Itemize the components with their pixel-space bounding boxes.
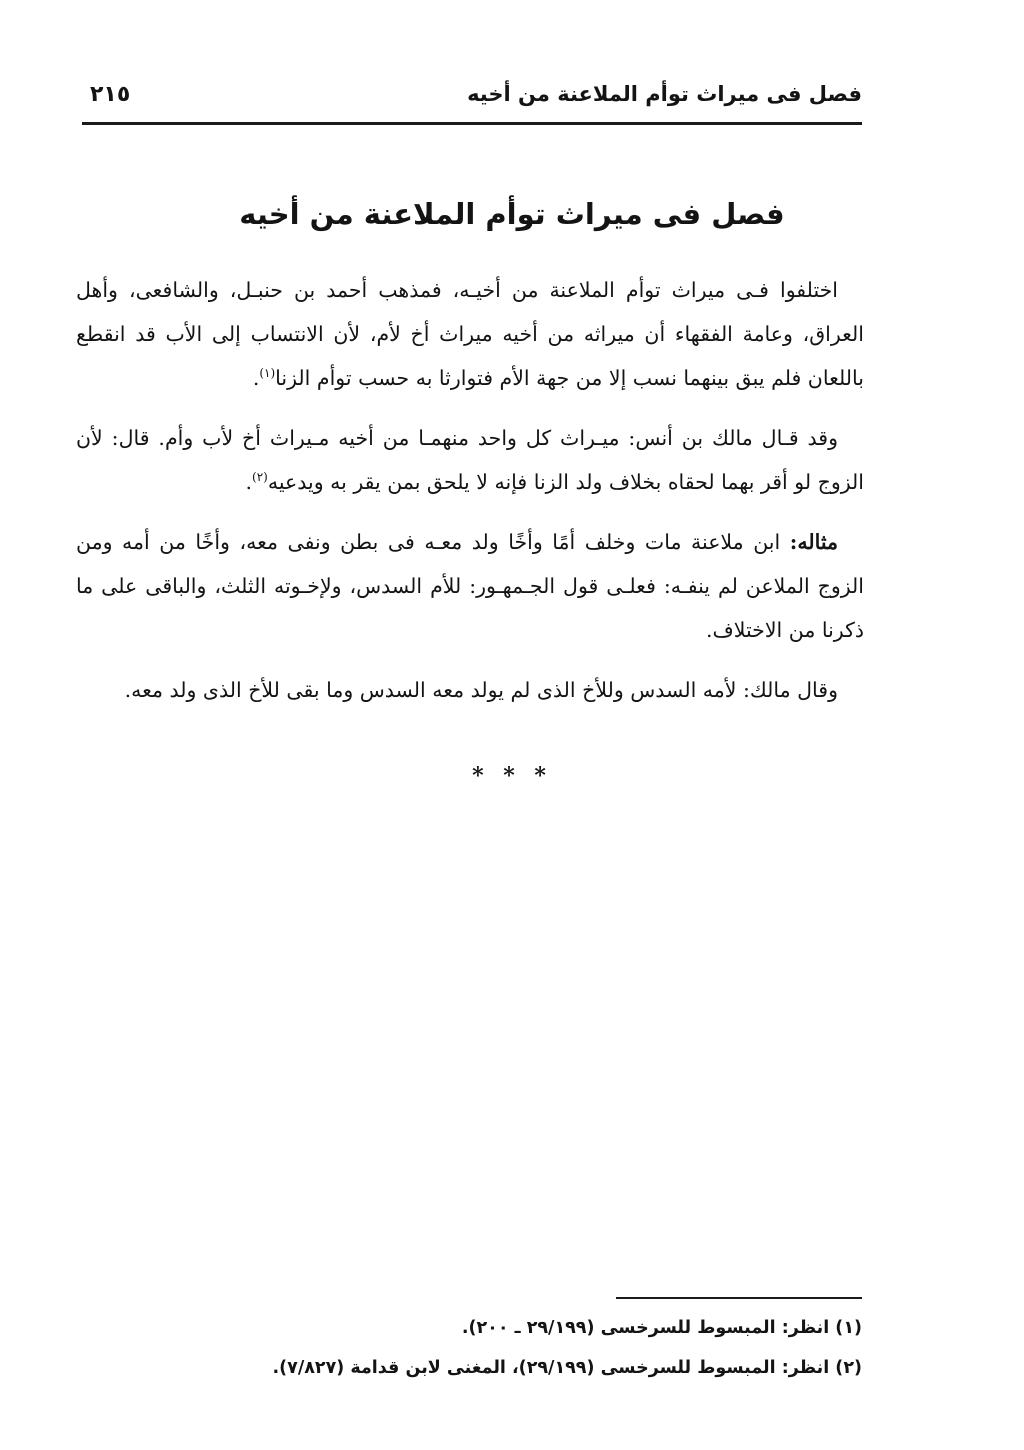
running-title: فصل فى ميراث توأم الملاعنة من أخيه bbox=[467, 82, 862, 106]
paragraph-4 bbox=[76, 668, 864, 712]
footnote-2: (٢) انظر: المبسوط للسرخسى (٢٩/١٩٩)، المغنى لابن قدامة (٧/٨٢٧). bbox=[272, 1358, 862, 1378]
page-number: ٢١٥ bbox=[90, 82, 131, 107]
paragraph-text: وقد قـال مالك بن أنس: ميـراث كل واحد منهمـا من أخيه مـيراث أخ لأب وأم. قال: لأن الزوج لو أقر بهما لحقاه بخلاف ولد الزنا فإنه لا يلحق بمن يقر به ويدعيه bbox=[76, 426, 864, 494]
running-header bbox=[82, 82, 862, 125]
footnote-reference-1[interactable]: (١) bbox=[259, 366, 276, 381]
paragraph-end: . bbox=[245, 470, 253, 494]
paragraph-text: ابن ملاعنة مات وخلف أمًا وأخًا ولد معـه فى بطن ونفى معه، وأخًا من أمه ومن الزوج الملاعن لم ينفـه: فعلـى قول الجـمهـور: للأم السدس، ولإخـوته الثلث، والباقى على ما ذكرنا من الاختلاف. bbox=[76, 530, 864, 642]
body-text bbox=[76, 268, 864, 728]
paragraph-1 bbox=[76, 268, 864, 400]
footnotes bbox=[100, 1308, 862, 1388]
paragraph-text: وقال مالك: لأمه السدس وللأخ الذى لم يولد معه السدس وما بقى للأخ الذى ولد معه. bbox=[124, 678, 838, 702]
paragraph-text: اختلفوا فـى ميراث توأم الملاعنة من أخيـه، فمذهب أحمد بن حنبـل، والشافعى، وأهل العراق، وعامة الفقهاء أن ميراثه من أخيه ميراث أخ لأم، لأن الانتساب إلى الأب قد انقطع باللعان فلم يبق بينهما نسب إلا من جهة الأم فتوارثا به حسب توأم الزنا bbox=[76, 278, 864, 390]
paragraph-lead: مثاله: bbox=[789, 530, 838, 554]
section-separator: * * * bbox=[472, 763, 552, 789]
paragraph-end: . bbox=[252, 366, 260, 390]
footnote-divider bbox=[616, 1297, 862, 1299]
footnote-1: (١) انظر: المبسوط للسرخسى (٢٩/١٩٩ ـ ٢٠٠). bbox=[461, 1318, 862, 1338]
footnote-reference-2[interactable]: (٢) bbox=[252, 470, 268, 485]
chapter-title: فصل فى ميراث توأم الملاعنة من أخيه bbox=[239, 197, 785, 232]
paragraph-3 bbox=[76, 520, 864, 652]
paragraph-2 bbox=[76, 416, 864, 504]
